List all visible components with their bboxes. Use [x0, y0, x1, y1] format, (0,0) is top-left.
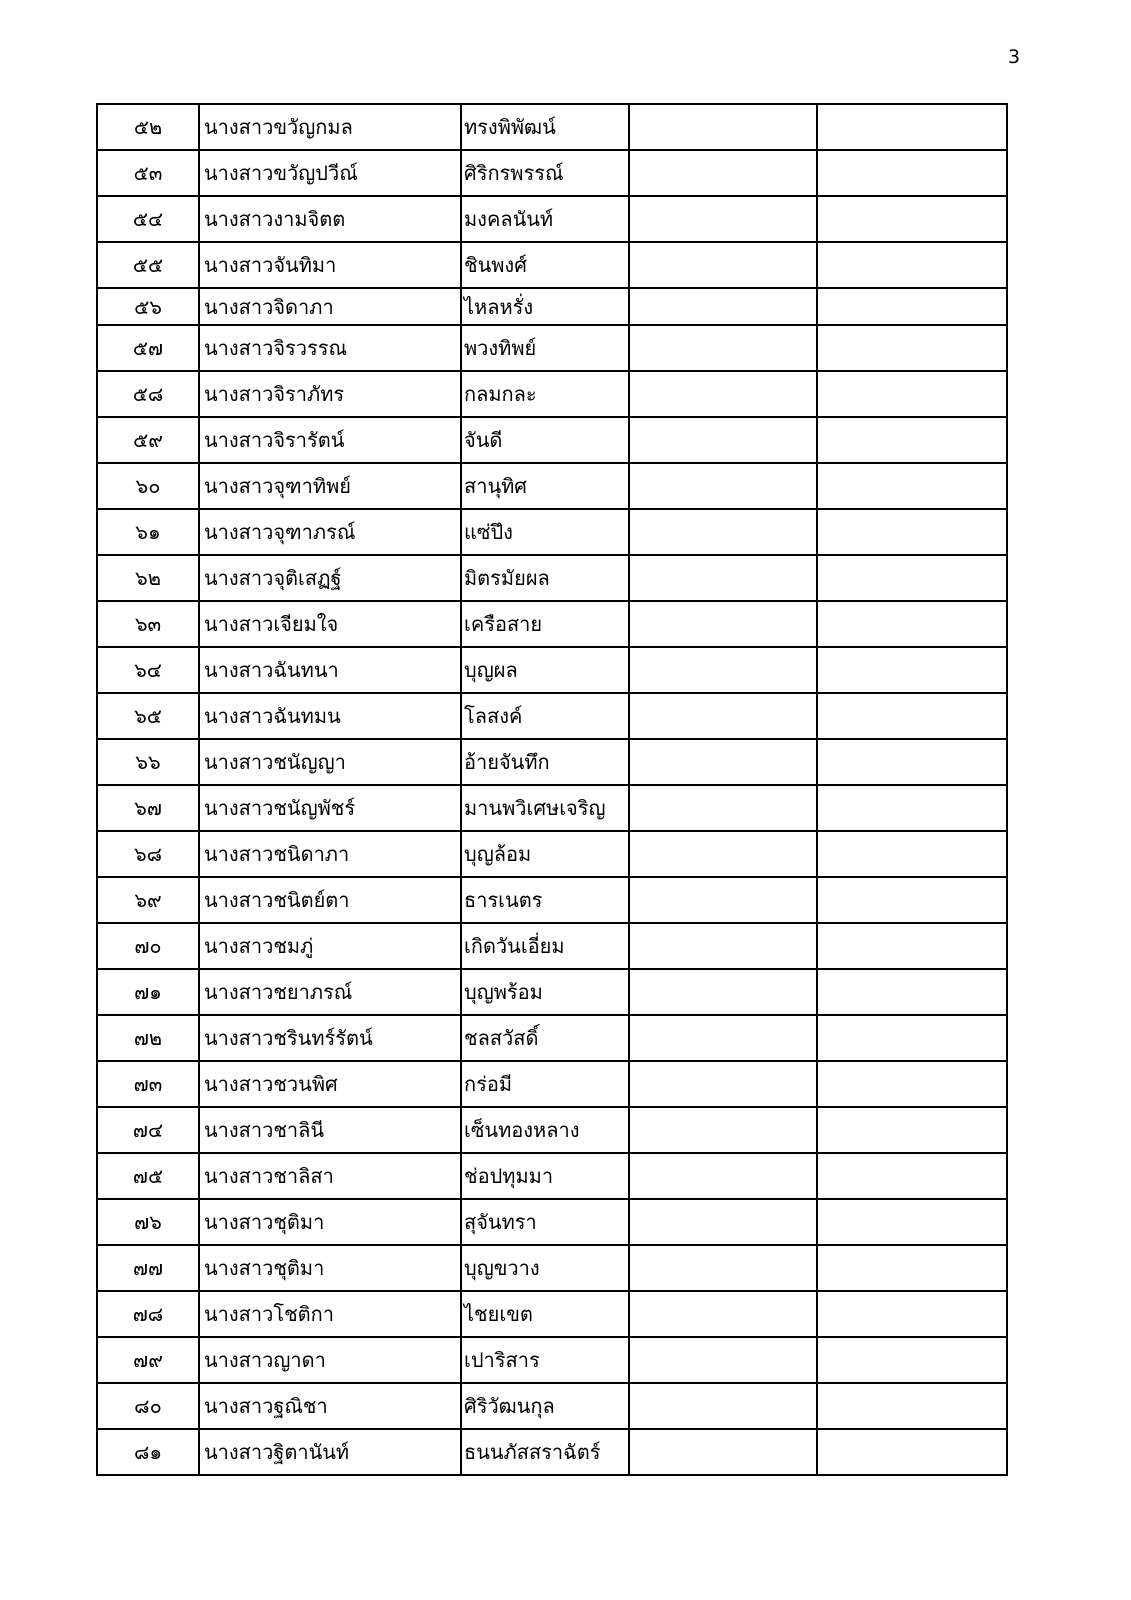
blank-cell [817, 196, 1007, 242]
table-row [97, 1383, 1007, 1429]
row-number: ๕๒ [97, 104, 199, 150]
blank-cell [629, 1429, 817, 1475]
last-name: แซ่ปึง [461, 509, 629, 555]
row-number: ๗๔ [97, 1107, 199, 1153]
blank-cell [629, 150, 817, 196]
row-number: ๖๘ [97, 831, 199, 877]
blank-cell [817, 1061, 1007, 1107]
last-name: ธนนภัสสราฉัตร์ [461, 1429, 629, 1475]
row-number: ๕๘ [97, 371, 199, 417]
blank-cell [817, 463, 1007, 509]
blank-cell [629, 923, 817, 969]
row-number: ๕๗ [97, 325, 199, 371]
first-name: นางสาวจุฑาภรณ์ [199, 509, 461, 555]
row-number: ๖๕ [97, 693, 199, 739]
first-name: นางสาวชวนพิศ [199, 1061, 461, 1107]
row-number: ๗๒ [97, 1015, 199, 1061]
last-name: บุญขวาง [461, 1245, 629, 1291]
blank-cell [629, 647, 817, 693]
row-number: ๕๖ [97, 288, 199, 325]
blank-cell [817, 785, 1007, 831]
table-row [97, 647, 1007, 693]
first-name: นางสาวชุติมา [199, 1199, 461, 1245]
row-number: ๖๖ [97, 739, 199, 785]
last-name: บุญผล [461, 647, 629, 693]
blank-cell [629, 739, 817, 785]
first-name: นางสาวจุติเสฏฐ์ [199, 555, 461, 601]
table-row [97, 1245, 1007, 1291]
table-row [97, 242, 1007, 288]
name-list-body [97, 104, 1007, 1475]
first-name: นางสาวชาลิสา [199, 1153, 461, 1199]
row-number: ๕๓ [97, 150, 199, 196]
last-name: บุญพร้อม [461, 969, 629, 1015]
blank-cell [629, 1015, 817, 1061]
first-name: นางสาวฐิตานันท์ [199, 1429, 461, 1475]
last-name: ธารเนตร [461, 877, 629, 923]
row-number: ๖๔ [97, 647, 199, 693]
last-name: กร่อมี [461, 1061, 629, 1107]
blank-cell [817, 242, 1007, 288]
table-row [97, 1153, 1007, 1199]
blank-cell [817, 831, 1007, 877]
blank-cell [817, 601, 1007, 647]
blank-cell [817, 1383, 1007, 1429]
blank-cell [629, 693, 817, 739]
first-name: นางสาวงามจิตต [199, 196, 461, 242]
first-name: นางสาวฉันทนา [199, 647, 461, 693]
last-name: มงคลนันท์ [461, 196, 629, 242]
last-name: ไหลหรั่ง [461, 288, 629, 325]
last-name: เซ็นทองหลาง [461, 1107, 629, 1153]
blank-cell [817, 1199, 1007, 1245]
blank-cell [629, 104, 817, 150]
table-row [97, 104, 1007, 150]
table-row [97, 693, 1007, 739]
row-number: ๗๑ [97, 969, 199, 1015]
blank-cell [817, 1015, 1007, 1061]
row-number: ๗๘ [97, 1291, 199, 1337]
first-name: นางสาวชาลินี [199, 1107, 461, 1153]
table-row [97, 1337, 1007, 1383]
first-name: นางสาวชนิตย์ตา [199, 877, 461, 923]
last-name: มิตรมัยผล [461, 555, 629, 601]
last-name: เครือสาย [461, 601, 629, 647]
blank-cell [629, 371, 817, 417]
blank-cell [629, 463, 817, 509]
last-name: จันดี [461, 417, 629, 463]
blank-cell [817, 417, 1007, 463]
blank-cell [629, 969, 817, 1015]
row-number: ๕๕ [97, 242, 199, 288]
last-name: สานุทิศ [461, 463, 629, 509]
table-row [97, 739, 1007, 785]
table-row [97, 831, 1007, 877]
first-name: นางสาวชนัญญา [199, 739, 461, 785]
table-row [97, 877, 1007, 923]
blank-cell [629, 242, 817, 288]
last-name: ช่อปทุมมา [461, 1153, 629, 1199]
blank-cell [629, 877, 817, 923]
first-name: นางสาวชยาภรณ์ [199, 969, 461, 1015]
first-name: นางสาวจิรารัตน์ [199, 417, 461, 463]
row-number: ๗๐ [97, 923, 199, 969]
blank-cell [817, 647, 1007, 693]
table-row [97, 923, 1007, 969]
last-name: ชลสวัสดิ์ [461, 1015, 629, 1061]
page-number: 3 [1008, 46, 1021, 68]
row-number: ๗๓ [97, 1061, 199, 1107]
row-number: ๘๐ [97, 1383, 199, 1429]
last-name: เปาริสาร [461, 1337, 629, 1383]
table-row [97, 1199, 1007, 1245]
row-number: ๖๙ [97, 877, 199, 923]
blank-cell [629, 1153, 817, 1199]
last-name: กลมกละ [461, 371, 629, 417]
blank-cell [629, 325, 817, 371]
last-name: บุญล้อม [461, 831, 629, 877]
blank-cell [817, 325, 1007, 371]
blank-cell [629, 1061, 817, 1107]
first-name: นางสาวชนิดาภา [199, 831, 461, 877]
table-row [97, 325, 1007, 371]
table-row [97, 371, 1007, 417]
blank-cell [629, 509, 817, 555]
blank-cell [817, 1153, 1007, 1199]
table-row [97, 601, 1007, 647]
last-name: พวงทิพย์ [461, 325, 629, 371]
row-number: ๕๙ [97, 417, 199, 463]
blank-cell [629, 196, 817, 242]
first-name: นางสาวจิรวรรณ [199, 325, 461, 371]
table-row [97, 417, 1007, 463]
first-name: นางสาวเจียมใจ [199, 601, 461, 647]
row-number: ๗๕ [97, 1153, 199, 1199]
last-name: ศิริกรพรรณ์ [461, 150, 629, 196]
row-number: ๖๐ [97, 463, 199, 509]
blank-cell [629, 1107, 817, 1153]
blank-cell [629, 1337, 817, 1383]
table-row [97, 969, 1007, 1015]
blank-cell [817, 104, 1007, 150]
table-row [97, 1015, 1007, 1061]
blank-cell [817, 693, 1007, 739]
blank-cell [629, 417, 817, 463]
last-name: มานพวิเศษเจริญ [461, 785, 629, 831]
last-name: สุจันทรา [461, 1199, 629, 1245]
first-name: นางสาวจิราภัทร [199, 371, 461, 417]
first-name: นางสาวฉันทมน [199, 693, 461, 739]
name-list-table [96, 103, 1008, 1476]
blank-cell [629, 555, 817, 601]
last-name: ศิริวัฒนกุล [461, 1383, 629, 1429]
blank-cell [817, 150, 1007, 196]
last-name: ทรงพิพัฒน์ [461, 104, 629, 150]
blank-cell [629, 785, 817, 831]
blank-cell [629, 288, 817, 325]
row-number: ๕๔ [97, 196, 199, 242]
row-number: ๗๖ [97, 1199, 199, 1245]
last-name: โลสงค์ [461, 693, 629, 739]
blank-cell [629, 1383, 817, 1429]
blank-cell [629, 831, 817, 877]
table-row [97, 463, 1007, 509]
table-row [97, 196, 1007, 242]
blank-cell [629, 1291, 817, 1337]
blank-cell [817, 1245, 1007, 1291]
first-name: นางสาวขวัญปวีณ์ [199, 150, 461, 196]
table-row [97, 1107, 1007, 1153]
last-name: อ้ายจันทึก [461, 739, 629, 785]
blank-cell [817, 923, 1007, 969]
blank-cell [817, 1107, 1007, 1153]
row-number: ๘๑ [97, 1429, 199, 1475]
last-name: ไชยเขต [461, 1291, 629, 1337]
first-name: นางสาวชนัญพัชร์ [199, 785, 461, 831]
table-row [97, 509, 1007, 555]
first-name: นางสาวจันทิมา [199, 242, 461, 288]
row-number: ๖๗ [97, 785, 199, 831]
blank-cell [817, 1429, 1007, 1475]
first-name: นางสาวชุติมา [199, 1245, 461, 1291]
last-name: ชินพงศ์ [461, 242, 629, 288]
first-name: นางสาวฐณิชา [199, 1383, 461, 1429]
table-row [97, 288, 1007, 325]
table-row [97, 1061, 1007, 1107]
table-row [97, 1429, 1007, 1475]
table-row [97, 1291, 1007, 1337]
blank-cell [629, 1245, 817, 1291]
last-name: เกิดวันเอี่ยม [461, 923, 629, 969]
blank-cell [629, 1199, 817, 1245]
first-name: นางสาวจุฑาทิพย์ [199, 463, 461, 509]
row-number: ๖๒ [97, 555, 199, 601]
blank-cell [629, 601, 817, 647]
blank-cell [817, 371, 1007, 417]
row-number: ๖๓ [97, 601, 199, 647]
blank-cell [817, 739, 1007, 785]
row-number: ๖๑ [97, 509, 199, 555]
blank-cell [817, 509, 1007, 555]
first-name: นางสาวโชติกา [199, 1291, 461, 1337]
blank-cell [817, 877, 1007, 923]
row-number: ๗๗ [97, 1245, 199, 1291]
blank-cell [817, 288, 1007, 325]
first-name: นางสาวญาดา [199, 1337, 461, 1383]
table-row [97, 555, 1007, 601]
blank-cell [817, 1291, 1007, 1337]
blank-cell [817, 969, 1007, 1015]
blank-cell [817, 555, 1007, 601]
blank-cell [817, 1337, 1007, 1383]
first-name: นางสาวชมภู่ [199, 923, 461, 969]
first-name: นางสาวชรินทร์รัตน์ [199, 1015, 461, 1061]
first-name: นางสาวจิดาภา [199, 288, 461, 325]
table-row [97, 150, 1007, 196]
row-number: ๗๙ [97, 1337, 199, 1383]
first-name: นางสาวขวัญกมล [199, 104, 461, 150]
table-row [97, 785, 1007, 831]
